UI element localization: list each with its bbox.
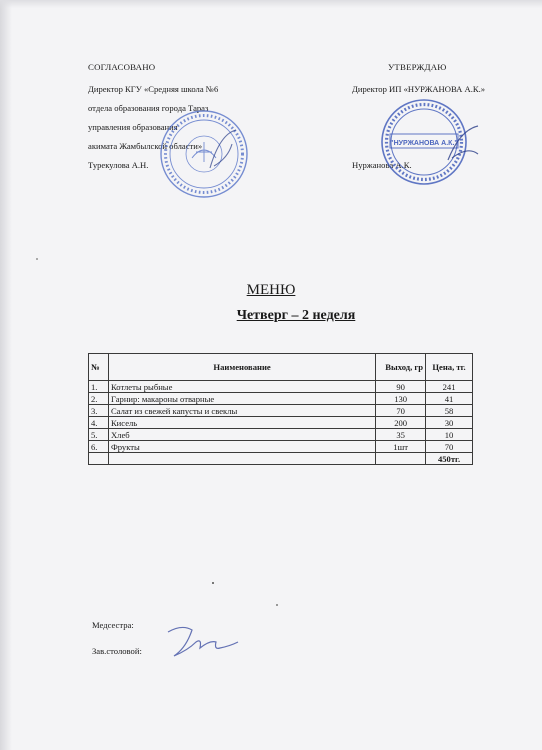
table-row: [89, 429, 473, 441]
left-stamp-seal: [158, 108, 250, 200]
row-price: 70: [426, 441, 473, 453]
row-name: Котлеты рыбные: [108, 381, 375, 393]
table-row: [89, 381, 473, 393]
right-signer: Нуржанова А.К.: [352, 160, 412, 170]
row-name: Гарнир: макароны отварные: [108, 393, 375, 405]
row-name: Хлеб: [108, 429, 375, 441]
menu-title: МЕНЮ: [246, 282, 296, 298]
header-price: Цена, тг.: [426, 354, 473, 381]
row-price: 41: [426, 393, 473, 405]
right-heading: УТВЕРЖДАЮ: [388, 62, 447, 72]
left-line-2: отдела образования города Тараз: [88, 103, 209, 113]
table-total-row: [89, 453, 473, 465]
row-price: 30: [426, 417, 473, 429]
right-stamp-seal: [378, 96, 486, 188]
left-line-4: акимата Жамбылской области»: [88, 141, 203, 151]
row-price: 10: [426, 429, 473, 441]
row-price: 241: [426, 381, 473, 393]
row-yield: 35: [376, 429, 426, 441]
table-row: [89, 417, 473, 429]
table-row: [89, 405, 473, 417]
table-row: [89, 393, 473, 405]
total-empty-num: [89, 453, 109, 465]
scan-edge-shadow: [0, 0, 12, 750]
right-line-1: Директор ИП «НУРЖАНОВА А.К.»: [352, 84, 486, 94]
canteen-label: Зав.столовой:: [92, 646, 142, 656]
row-name: Салат из свежей капусты и свеклы: [108, 405, 375, 417]
row-price: 58: [426, 405, 473, 417]
row-yield: 90: [376, 381, 426, 393]
scan-top-shadow: [0, 0, 542, 8]
total-price: 450тг.: [426, 453, 473, 465]
row-name: Фрукты: [108, 441, 375, 453]
row-num: 3.: [89, 405, 109, 417]
left-line-1: Директор КГУ «Средняя школа №6: [88, 84, 219, 94]
row-yield: 70: [376, 405, 426, 417]
total-empty-yield: [376, 453, 426, 465]
left-signer: Турекулова А.Н.: [88, 160, 149, 170]
row-num: 5.: [89, 429, 109, 441]
right-stamp-text: "НУРЖАНОВА А.К.": [390, 140, 458, 147]
row-yield: 130: [376, 393, 426, 405]
scan-speck: [212, 582, 214, 584]
row-yield: 1шт: [376, 441, 426, 453]
row-num: 1.: [89, 381, 109, 393]
header-name: Наименование: [108, 354, 375, 381]
row-yield: 200: [376, 417, 426, 429]
scan-speck: [36, 258, 38, 260]
table-row: [89, 441, 473, 453]
row-num: 4.: [89, 417, 109, 429]
canteen-signature: [160, 622, 250, 662]
header-yield: Выход, гр: [376, 354, 426, 381]
left-line-3: управления образования: [88, 122, 178, 132]
header-num: №: [89, 354, 109, 381]
row-num: 2.: [89, 393, 109, 405]
row-num: 6.: [89, 441, 109, 453]
nurse-label: Медсестра:: [92, 620, 134, 630]
menu-table: [88, 353, 473, 465]
row-name: Кисель: [108, 417, 375, 429]
scan-speck: [276, 604, 278, 606]
left-heading: СОГЛАСОВАНО: [88, 62, 156, 72]
menu-subtitle: Четверг – 2 неделя: [236, 308, 356, 323]
total-empty-name: [108, 453, 375, 465]
table-header-row: [89, 354, 473, 381]
